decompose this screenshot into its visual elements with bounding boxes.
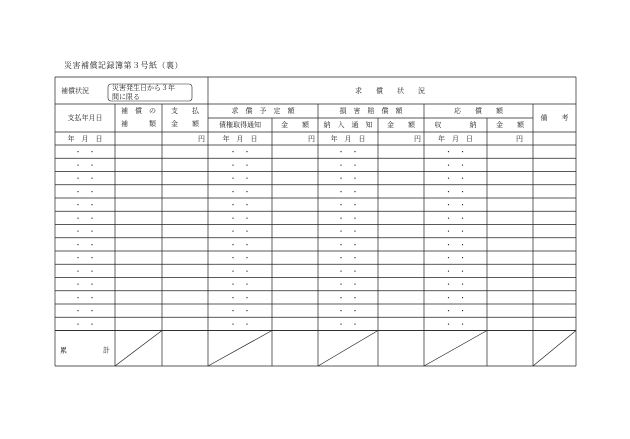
date-placeholder: ・ ・ bbox=[229, 201, 251, 210]
unit-date-claim: 年 月 日 bbox=[222, 135, 258, 143]
unit-date: 年 月 日 bbox=[67, 135, 103, 143]
total-diagonal bbox=[318, 331, 378, 367]
date-placeholder: ・ ・ bbox=[445, 240, 466, 249]
col-damage-compensation: 損 害 賠 償 額 bbox=[339, 107, 403, 115]
col-remarks: 備 考 bbox=[540, 114, 569, 122]
unit-yen-damage: 円 bbox=[414, 135, 421, 143]
date-placeholder: ・ ・ bbox=[229, 254, 251, 263]
date-placeholder: ・ ・ bbox=[229, 320, 251, 329]
date-placeholder: ・ ・ bbox=[229, 267, 251, 276]
date-placeholder: ・ ・ bbox=[337, 240, 359, 249]
unit-date-payment-notice: 年 月 日 bbox=[330, 135, 366, 143]
date-placeholder: ・ ・ bbox=[445, 280, 466, 289]
total-diagonal bbox=[424, 331, 487, 367]
col-receipt: 収 納 bbox=[434, 121, 477, 129]
date-placeholder: ・ ・ bbox=[445, 267, 466, 276]
date-placeholder: ・ ・ bbox=[445, 174, 466, 183]
date-placeholder: ・ ・ bbox=[337, 187, 359, 196]
unit-date-receipt: 年 月 日 bbox=[438, 135, 473, 143]
date-placeholder: ・ ・ bbox=[74, 293, 96, 302]
date-placeholder: ・ ・ bbox=[229, 148, 251, 157]
date-placeholder: ・ ・ bbox=[445, 214, 466, 223]
date-placeholder: ・ ・ bbox=[74, 280, 96, 289]
date-placeholder: ・ ・ bbox=[445, 254, 466, 263]
date-placeholder: ・ ・ bbox=[337, 174, 359, 183]
total-diagonal bbox=[115, 331, 162, 367]
unit-yen-response: 円 bbox=[516, 135, 523, 143]
claim-status-label: 求 償 状 況 bbox=[355, 87, 425, 95]
date-placeholder: ・ ・ bbox=[445, 187, 466, 196]
date-placeholder: ・ ・ bbox=[229, 280, 251, 289]
date-placeholder: ・ ・ bbox=[337, 254, 359, 263]
date-placeholder: ・ ・ bbox=[229, 240, 251, 249]
limit-note-line1: 災害発生日から３年 bbox=[112, 84, 175, 92]
date-placeholder: ・ ・ bbox=[337, 293, 359, 302]
col-planned-claim: 求 償 予 定 額 bbox=[231, 107, 295, 115]
date-placeholder: ・ ・ bbox=[74, 161, 96, 170]
col-response-claim: 応 償 額 bbox=[454, 107, 503, 115]
date-placeholder: ・ ・ bbox=[337, 320, 359, 329]
date-placeholder: ・ ・ bbox=[445, 201, 466, 210]
limit-note-line2: 間に限る bbox=[112, 93, 140, 101]
col-claim-notice: 債権取得通知 bbox=[219, 121, 261, 129]
date-placeholder: ・ ・ bbox=[229, 227, 251, 236]
col-damage-amount: 金 額 bbox=[387, 121, 415, 129]
date-placeholder: ・ ・ bbox=[445, 307, 466, 316]
col-payment-amount-2: 金 額 bbox=[171, 120, 199, 128]
total-diagonal bbox=[208, 331, 272, 367]
date-placeholder: ・ ・ bbox=[337, 280, 359, 289]
date-placeholder: ・ ・ bbox=[74, 201, 96, 210]
form-title: 災害補償記録簿第３号紙（裏） bbox=[64, 61, 183, 70]
date-placeholder: ・ ・ bbox=[229, 307, 251, 316]
date-placeholder: ・ ・ bbox=[337, 201, 359, 210]
date-placeholder: ・ ・ bbox=[337, 307, 359, 316]
date-placeholder: ・ ・ bbox=[337, 214, 359, 223]
date-placeholder: ・ ・ bbox=[337, 148, 359, 157]
col-payment-notice: 納 入 通 知 bbox=[323, 121, 373, 129]
date-placeholder: ・ ・ bbox=[445, 227, 466, 236]
date-placeholder: ・ ・ bbox=[229, 293, 251, 302]
date-placeholder: ・ ・ bbox=[229, 174, 251, 183]
date-placeholder: ・ ・ bbox=[74, 187, 96, 196]
date-placeholder: ・ ・ bbox=[229, 214, 251, 223]
date-placeholder: ・ ・ bbox=[74, 148, 96, 157]
date-placeholder: ・ ・ bbox=[337, 161, 359, 170]
col-payment-amount-1: 支 払 bbox=[171, 107, 199, 115]
date-placeholder: ・ ・ bbox=[445, 148, 466, 157]
date-placeholder: ・ ・ bbox=[74, 307, 96, 316]
date-placeholder: ・ ・ bbox=[74, 267, 96, 276]
col-planned-amount: 金 額 bbox=[281, 121, 309, 129]
date-placeholder: ・ ・ bbox=[74, 214, 96, 223]
col-response-amount: 金 額 bbox=[496, 121, 524, 129]
col-payment-date: 支払年月日 bbox=[67, 114, 103, 122]
date-placeholder: ・ ・ bbox=[337, 267, 359, 276]
date-placeholder: ・ ・ bbox=[337, 227, 359, 236]
date-placeholder: ・ ・ bbox=[445, 161, 466, 170]
col-compensation-type-2: 補 類 bbox=[121, 120, 156, 128]
date-placeholder: ・ ・ bbox=[445, 320, 466, 329]
date-placeholder: ・ ・ bbox=[74, 174, 96, 183]
col-compensation-type-1: 補 償 の bbox=[121, 107, 156, 115]
unit-yen-payment: 円 bbox=[198, 135, 205, 143]
unit-yen-planned: 円 bbox=[308, 135, 315, 143]
date-placeholder: ・ ・ bbox=[445, 293, 466, 302]
date-placeholder: ・ ・ bbox=[229, 187, 251, 196]
total-diagonal bbox=[533, 331, 576, 367]
compensation-status-label: 補償状況 bbox=[61, 87, 89, 95]
date-placeholder: ・ ・ bbox=[229, 161, 251, 170]
date-placeholder: ・ ・ bbox=[74, 240, 96, 249]
total-label: 累 計 bbox=[60, 346, 110, 355]
date-placeholder: ・ ・ bbox=[74, 254, 96, 263]
date-placeholder: ・ ・ bbox=[74, 320, 96, 329]
date-placeholder: ・ ・ bbox=[74, 227, 96, 236]
